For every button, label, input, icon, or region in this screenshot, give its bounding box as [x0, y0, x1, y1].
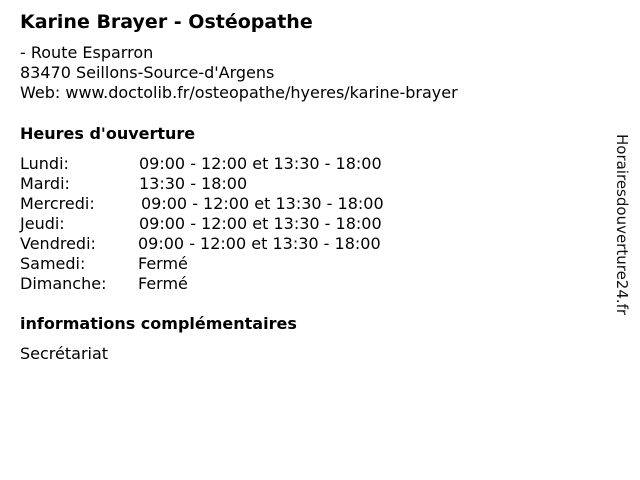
- day-label: Vendredi:: [20, 234, 96, 253]
- hours-row-saturday: [20, 254, 440, 274]
- time-value: 09:00 - 12:00 et 13:30 - 18:00: [141, 194, 384, 213]
- hours-row-tuesday: [20, 174, 440, 194]
- day-label: Dimanche:: [20, 274, 107, 293]
- address-city: 83470 Seillons-Source-d'Argens: [20, 63, 275, 82]
- additional-info-text: Secrétariat: [20, 344, 109, 363]
- hours-row-friday: [20, 234, 440, 254]
- opening-hours-table: [20, 154, 440, 294]
- time-value: 09:00 - 12:00 et 13:30 - 18:00: [139, 154, 382, 173]
- time-value: 09:00 - 12:00 et 13:30 - 18:00: [138, 234, 381, 253]
- time-value: Fermé: [138, 274, 188, 293]
- hours-row-thursday: [20, 214, 440, 234]
- day-label: Samedi:: [20, 254, 86, 273]
- page-title: Karine Brayer - Ostéopathe: [20, 11, 313, 33]
- watermark: [610, 134, 634, 346]
- time-value: 13:30 - 18:00: [139, 174, 248, 193]
- additional-info-heading: informations complémentaires: [20, 314, 297, 333]
- hours-row-wednesday: [20, 194, 440, 214]
- time-value: 09:00 - 12:00 et 13:30 - 18:00: [139, 214, 382, 233]
- time-value: Fermé: [138, 254, 188, 273]
- day-label: Mardi:: [20, 174, 70, 193]
- hours-row-monday: [20, 154, 440, 174]
- watermark-text: Horairesdouverture24.fr: [613, 134, 631, 316]
- address-block: [20, 43, 458, 103]
- day-label: Lundi:: [20, 154, 69, 173]
- hours-heading: Heures d'ouverture: [20, 124, 196, 143]
- hours-row-sunday: [20, 274, 440, 294]
- day-label: Jeudi:: [20, 214, 65, 233]
- day-label: Mercredi:: [20, 194, 95, 213]
- website-line: Web: www.doctolib.fr/osteopathe/hyeres/karine-brayer: [20, 83, 458, 102]
- address-street: - Route Esparron: [20, 43, 154, 62]
